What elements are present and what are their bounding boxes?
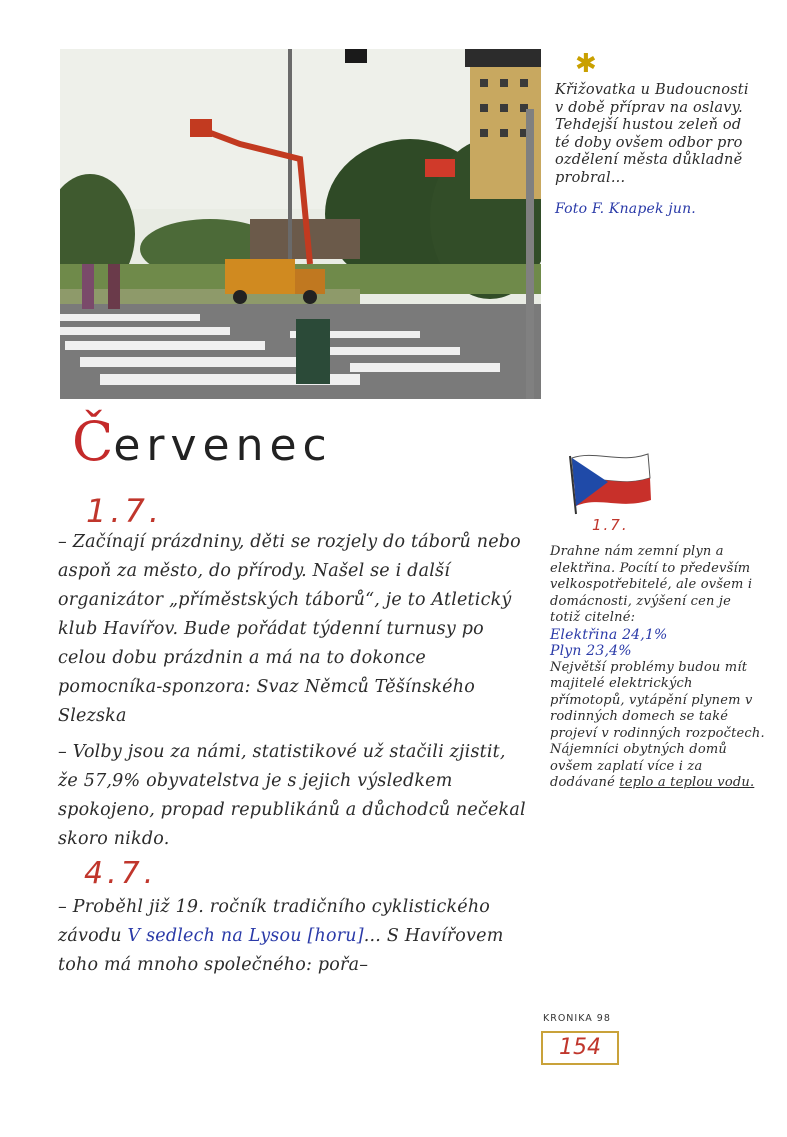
entry-paragraph-3-c: ... S Havířovem toho má mnoho společného: pořa– [58, 926, 504, 975]
side-elektrina: Elektřina 24,1% [550, 626, 668, 643]
photo-caption [555, 49, 755, 219]
caption-text: Křižovatka u Budoucnosti v době příprav na oslavy. Tehdejší hustou zeleň od té doby ovšem odbor pro ozdělení města důkladně probral... [555, 82, 749, 186]
page-number: 154 [541, 1031, 619, 1065]
side-body-2-text: Nájemníci obytných domů ovšem zaplatí více i za dodávané [550, 742, 727, 790]
month-first-letter: Č [72, 410, 114, 473]
month-rest: ervenec [113, 420, 333, 471]
star-icon: ✱ [575, 49, 597, 79]
entry-date-2: 4.7. [84, 856, 158, 891]
race-name: V sedlech na Lysou [horu] [127, 926, 364, 946]
photo-credit: Foto F. Knapek jun. [555, 201, 696, 217]
side-note [550, 544, 765, 792]
chronicle-label: KRONIKA 98 [543, 1013, 611, 1024]
side-intro: Drahne nám zemní plyn a elektřina. Pocítí to především velkospotřebitelé, ale ovšem i domácnosti, zvýšení cen je totiž citelné: [550, 544, 753, 625]
month-heading [72, 410, 333, 473]
photo-intersection [60, 49, 541, 399]
side-body-2-underlined: teplo a teplou vodu. [619, 775, 755, 790]
side-date: 1.7. [592, 516, 629, 534]
street-photo [60, 49, 541, 399]
entry-paragraph-3 [58, 893, 528, 980]
side-body-2 [550, 742, 765, 792]
side-plyn: Plyn 23,4% [550, 643, 632, 659]
entry-paragraph-1: – Začínají prázdniny, děti se rozjely do táborů nebo aspoň za město, do přírody. Našel se i další organizátor „příměstských táborů“, je to Atletický klub Havířov. Bude pořádat týdenní turnusy po celou dobu prázdnin a má na to dokonce pomocníka-sponzora: Svaz Němců Těšínského Slezska [58, 532, 521, 726]
entry-date-1: 1.7. [86, 492, 164, 530]
entry-paragraph-3-a: – Proběhl již 19. ročník tradičního cyklistického závodu [58, 897, 491, 946]
czech-flag-icon [560, 448, 655, 518]
entry-paragraph-2: – Volby jsou za námi, statistikové už stačili zjistit, že 57,9% obyvatelstva je s jejich výsledkem spokojeno, propad republikánů a důchodců nečekal skoro nikdo. [58, 742, 526, 849]
side-body: Největší problémy budou mít majitelé elektrických přímotopů, vytápění plynem v rodinných domech se také projeví v rodinných rozpočtech. [550, 659, 765, 741]
